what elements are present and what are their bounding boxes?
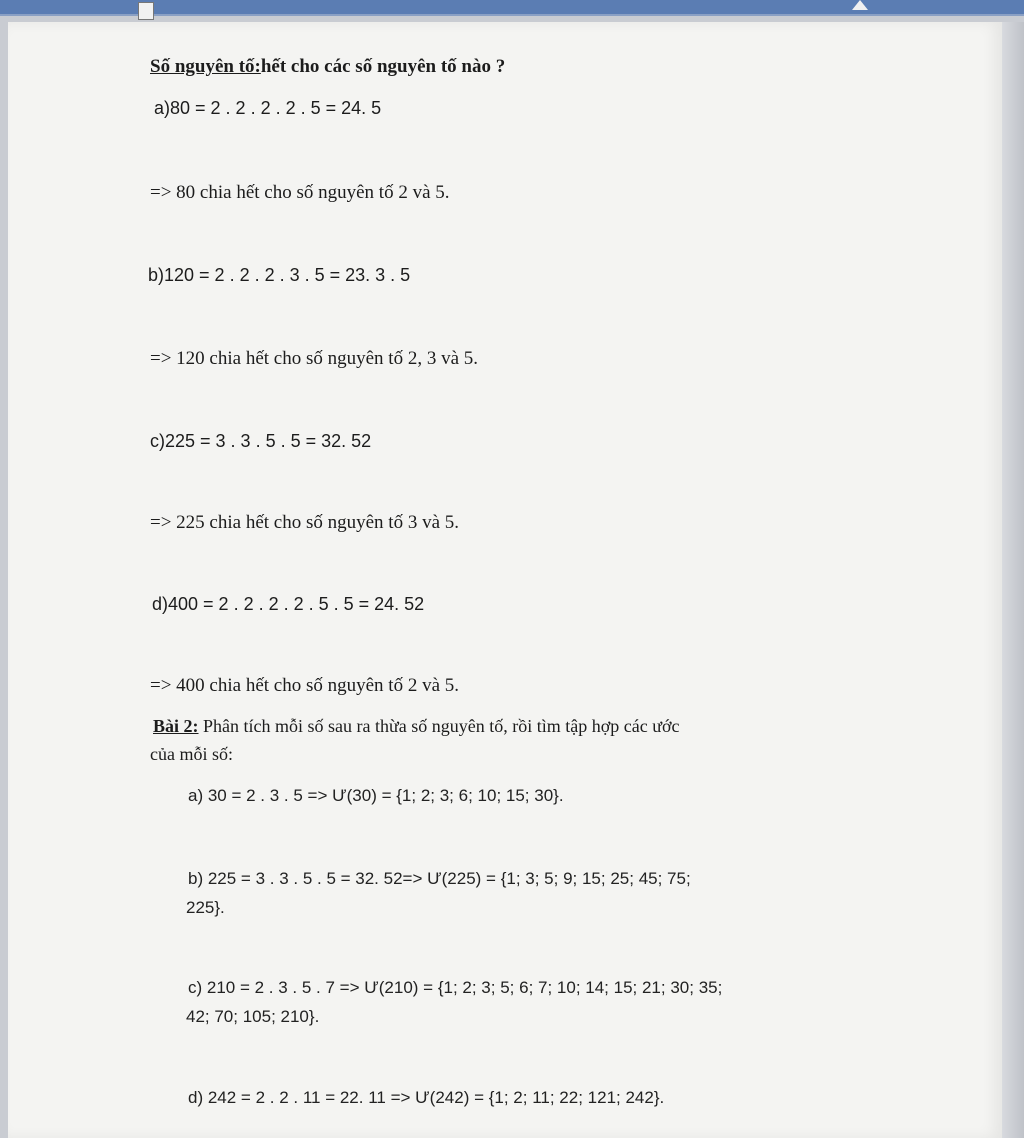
bai2-item-c-line2: 42; 70; 105; 210}. [186, 1007, 320, 1026]
bai2-label: Bài 2: [153, 716, 199, 736]
triangle-icon [852, 0, 868, 10]
part1-a-equation: a)80 = 2 . 2 . 2 . 2 . 5 = 24. 5 [154, 98, 382, 118]
part1-c-conclusion: => 225 chia hết cho số nguyên tố 3 và 5. [150, 512, 460, 533]
bai2-item-d: d) 242 = 2 . 2 . 11 = 22. 11 => Ư(242) = {1; 2; 11; 22; 121; 242}. [188, 1088, 665, 1107]
part1-d-conclusion: => 400 chia hết cho số nguyên tố 2 và 5. [150, 675, 460, 696]
bai2-text-line2: của mỗi số: [150, 744, 233, 764]
bai2-item-c-line1: c) 210 = 2 . 3 . 5 . 7 => Ư(210) = {1; 2; 3; 5; 6; 7; 10; 14; 15; 21; 30; 35; [188, 978, 723, 997]
part1-c-equation: c)225 = 3 . 3 . 5 . 5 = 32. 52 [150, 431, 372, 451]
page-title [150, 56, 505, 78]
screen-edge [1002, 22, 1024, 1138]
document-tab-icon[interactable] [138, 2, 154, 20]
bai2-item-b-line2: 225}. [186, 898, 225, 917]
bai2-item-a: a) 30 = 2 . 3 . 5 => Ư(30) = {1; 2; 3; 6; 10; 15; 30}. [188, 786, 564, 805]
title-underlined: Số nguyên tố: [150, 56, 261, 77]
part1-b-equation: b)120 = 2 . 2 . 2 . 3 . 5 = 23. 3 . 5 [148, 265, 411, 285]
bai2-heading [153, 716, 679, 737]
part1-a-conclusion: => 80 chia hết cho số nguyên tố 2 và 5. [150, 182, 450, 203]
window-top-bar [0, 0, 1024, 16]
title-rest: hết cho các số nguyên tố nào ? [260, 56, 506, 77]
part1-b-conclusion: => 120 chia hết cho số nguyên tố 2, 3 và 5. [150, 348, 479, 369]
bai2-text-line1: Phân tích mỗi số sau ra thừa số nguyên tố, rồi tìm tập hợp các ước [198, 716, 680, 736]
document-page [8, 22, 1002, 1138]
bai2-item-b-line1: b) 225 = 3 . 3 . 5 . 5 = 32. 52=> Ư(225) = {1; 3; 5; 9; 15; 25; 45; 75; [188, 869, 691, 888]
part1-d-equation: d)400 = 2 . 2 . 2 . 2 . 5 . 5 = 24. 52 [152, 594, 425, 614]
